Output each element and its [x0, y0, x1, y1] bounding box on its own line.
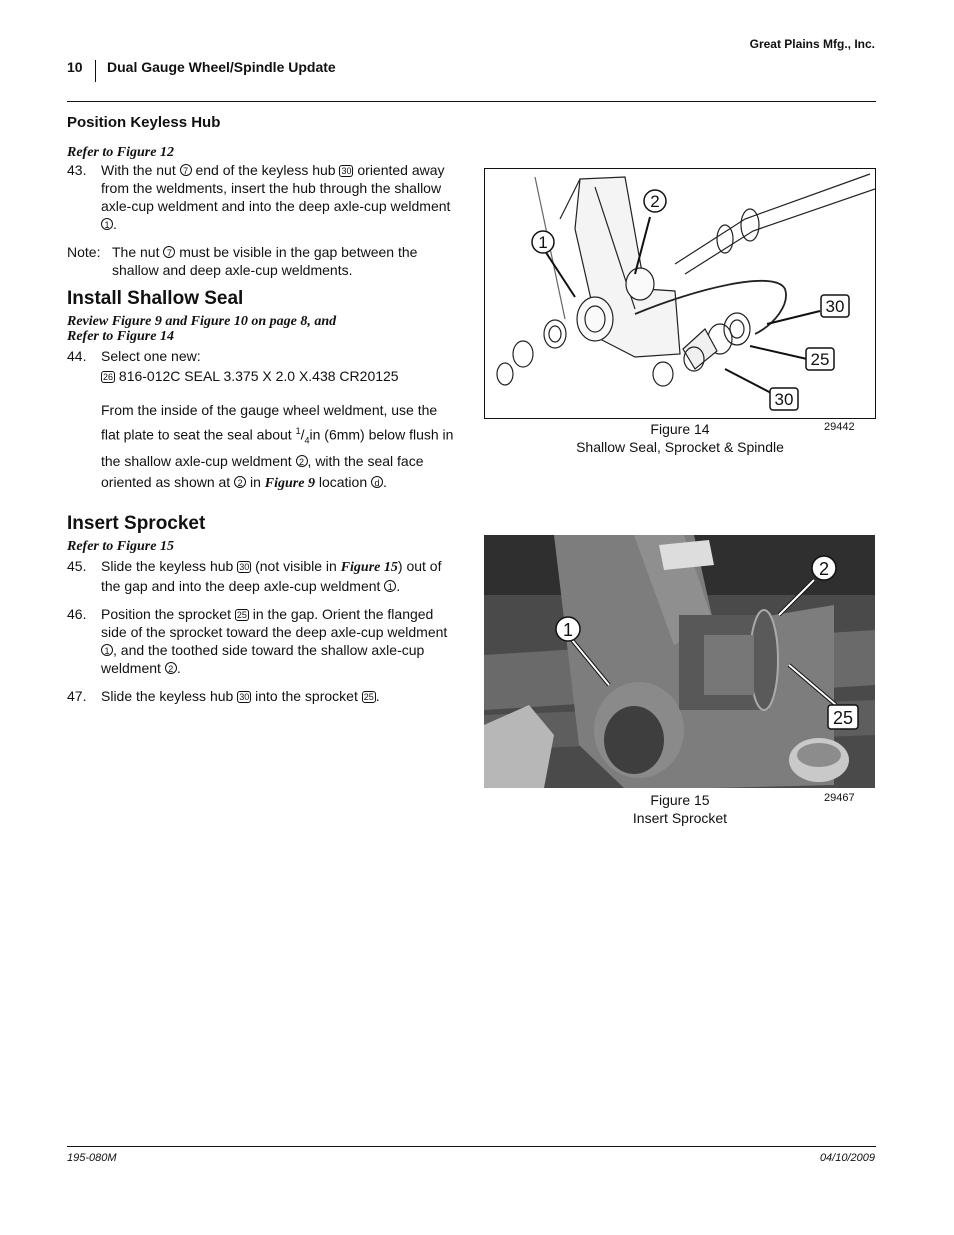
callout-badge: 30 [239, 562, 250, 572]
callout-badge: 2 [296, 455, 308, 467]
publication-date: 04/10/2009 [819, 1152, 875, 1164]
refer-figure-12: Refer to Figure 12 [67, 145, 174, 160]
footer-rule [67, 1146, 876, 1147]
callout-label: 1 [538, 233, 548, 252]
company-name: Great Plains Mfg., Inc. [749, 37, 875, 51]
section-insert-sprocket [67, 515, 459, 705]
figure-reference: Figure 9 [264, 476, 315, 492]
callout-label: 30 [825, 297, 845, 316]
page-number: 10 [67, 59, 83, 75]
step-43 [67, 161, 459, 233]
step-number: 47. [67, 688, 87, 704]
step-number: 43. [67, 162, 87, 178]
note-nut-visible [67, 243, 459, 279]
callout-label: 25 [832, 708, 854, 728]
callout-badge: 26 [103, 372, 114, 382]
step-45 [67, 557, 459, 595]
callout-badge: 1 [101, 218, 113, 230]
heading-insert-sprocket: Insert Sprocket [67, 513, 206, 534]
section-install-shallow-seal [67, 290, 459, 494]
document-number: 195-080M [67, 1152, 117, 1164]
step-text: Slide the keyless hub 30 into the sprocket 25 . [101, 688, 380, 704]
header-separator [95, 60, 96, 82]
callout-badge: 7 [163, 246, 175, 258]
step-text: Position the sprocket 25 in the gap. Orient the flanged side of the sprocket toward the deep axle-cup weldment 1 , and the toothed side toward the shallow axle-cup weldment 2 . [101, 606, 448, 676]
step-text: With the nut 7 end of the keyless hub 30 oriented away from the weldments, insert the hub through the shallow axle-cup weldment and into the deep axle-cup weldment 1 . [101, 162, 451, 232]
step-text [101, 347, 459, 494]
part-line: 26 816-012C SEAL 3.375 X 2.0 X.438 CR20125 [103, 368, 399, 384]
step-number: 46. [67, 606, 87, 622]
callout-badge: 30 [239, 692, 250, 702]
header-rule [67, 101, 876, 102]
callout-badge: 2 [165, 662, 177, 674]
callout-badge: 25 [236, 610, 247, 620]
figure-14-number: Figure 14 [650, 421, 710, 437]
step-44 [67, 347, 459, 494]
callout-label: 30 [774, 390, 794, 409]
callout-badge: d [371, 476, 383, 488]
figure-14-title: Shallow Seal, Sprocket & Spindle [576, 439, 784, 455]
figure-15-id: 29467 [824, 792, 855, 804]
callout-badge: 2 [234, 476, 246, 488]
callout-badge: 1 [101, 644, 113, 656]
step-46 [67, 605, 459, 677]
sprocket-photo [484, 535, 875, 788]
figure-reference: Figure 15 [340, 560, 398, 575]
note-label: Note: [67, 244, 101, 260]
heading-install-shallow-seal: Install Shallow Seal [67, 288, 244, 309]
callout-badge: 7 [180, 164, 192, 176]
callout-label: 2 [818, 559, 830, 579]
figure-15-number: Figure 15 [650, 792, 710, 808]
callout-label: 25 [810, 350, 830, 369]
section-position-keyless-hub [67, 114, 459, 279]
exploded-view-drawing [485, 169, 875, 418]
figure-15-title: Insert Sprocket [632, 810, 728, 826]
heading-position-keyless-hub: Position Keyless Hub [67, 114, 221, 131]
step-number: 44. [67, 348, 87, 364]
callout-badge: 30 [341, 166, 352, 176]
figure-15-photo [484, 535, 875, 788]
figure-14-caption [484, 420, 876, 456]
figure-14-illustration [484, 168, 876, 419]
refer-figure-15: Refer to Figure 15 [67, 539, 174, 554]
figure-15-caption [484, 791, 876, 827]
figure-14-id: 29442 [824, 421, 855, 433]
callout-badge: 1 [384, 580, 396, 592]
seal-instructions: From the inside of the gauge wheel weldment, use the flat plate to seat the seal about $^1/_4in$ (6mm) below flush in the shallow axle-cup weldment 2 , with the seal face oriented as shown at 2 in Figure 9 location d . [101, 402, 454, 492]
callout-label: 1 [562, 620, 574, 640]
callout-badge: 25 [363, 692, 374, 702]
step-number: 45. [67, 558, 87, 574]
note-text: The nut 7 must be visible in the gap between the shallow and deep axle-cup weldments. [112, 244, 418, 278]
running-title: Dual Gauge Wheel/Spindle Update [107, 59, 336, 75]
step-intro: Select one new: [101, 348, 201, 364]
step-text: Slide the keyless hub 30 (not visible in Figure 15) out of the gap and into the deep axle-cup weldment 1 . [101, 558, 442, 594]
review-figures: Review Figure 9 and Figure 10 on page 8, and [67, 314, 337, 329]
step-47 [67, 687, 459, 705]
refer-figure-14: Refer to Figure 14 [67, 329, 174, 344]
callout-label: 2 [650, 192, 660, 211]
